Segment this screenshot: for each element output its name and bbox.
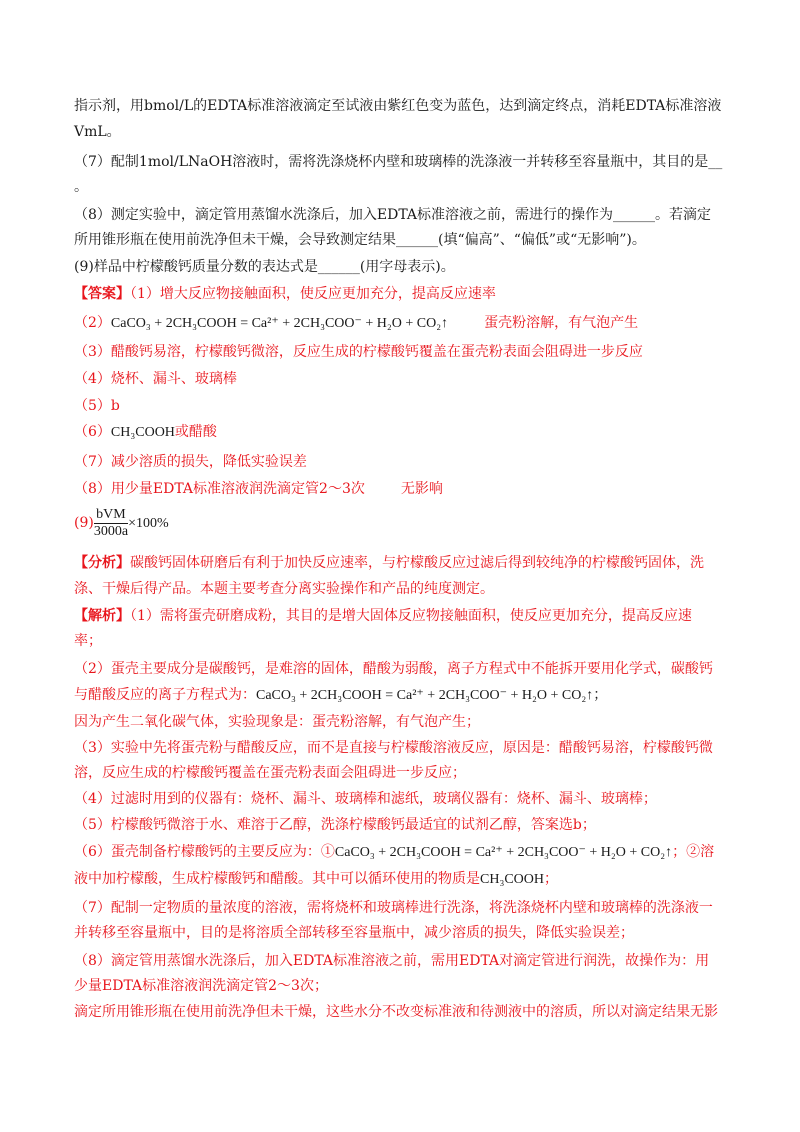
explanation-1-text: （1）需将蛋壳研磨成粉，其目的是增大固体反应物接触面积，使反应更加充分，提高反应速 <box>130 608 692 624</box>
answer-8-note: 无影响 <box>400 481 443 497</box>
answer-2-label: （2） <box>74 315 111 331</box>
analysis-line-2: 涤、干燥后得产品。本题主要考查分离实验操作和产品的纯度测定。 <box>74 581 494 597</box>
explanation-8-line-3: 滴定所用锥形瓶在使用前洗净但未干燥，这些水分不改变标准液和待测液中的溶质，所以对滴定结果无影 <box>74 1004 718 1020</box>
answer-2-equation: CaCO₃ + 2CH₃COOH = Ca²⁺ + 2CH₃COO⁻ + H₂O + CO₂↑ <box>110 316 449 331</box>
explanation-6-line-2-text: 液中加柠檬酸，生成柠檬酸钙和醋酸。其中可以循环使用的物质是 <box>74 871 480 887</box>
explanation-8-line-1: （8）滴定管用蒸馏水洗涤后，加入EDTA标准溶液之前，需用EDTA对滴定管进行润洗，故操作为：用 <box>74 953 710 969</box>
answer-6-tail: 或醋酸 <box>174 424 217 440</box>
explanation-6-line-2 <box>74 869 740 890</box>
explanation-6-line-1 <box>74 842 740 863</box>
question-7-line-1: （7）配制1mol/LNaOH溶液时，需将洗涤烧杯内壁和玻璃棒的洗涤液一并转移至容量瓶中，其目的是__ <box>74 154 723 170</box>
answer-9-numerator: bVM <box>94 507 128 524</box>
explanation-6-text: （6）蛋壳制备柠檬酸钙的主要反应为：① <box>74 844 335 860</box>
explanation-7-line-2: 并转移至容量瓶中，目的是将溶质全部转移至容量瓶中，减少溶质的损失，降低实验误差； <box>74 925 634 941</box>
answer-2 <box>74 313 740 334</box>
answer-9-tail: ×100% <box>128 516 169 531</box>
answer-8-text: （8）用少量EDTA标准溶液润洗滴定管2～3次 <box>74 481 365 497</box>
explanation-8-line-2: 少量EDTA标准溶液润洗滴定管2～3次； <box>74 978 328 994</box>
analysis-tag: 【分析】 <box>74 555 130 571</box>
question-9: (9)样品中柠檬酸钙质量分数的表达式是______(用字母表示)。 <box>74 259 455 275</box>
question-8-line-1: （8）测定实验中，滴定管用蒸馏水洗涤后，加入EDTA标准溶液之前，需进行的操作为______。若滴定 <box>74 207 712 223</box>
explanation-2-line-1: （2）蛋壳主要成分是碳酸钙，是难溶的固体，醋酸为弱酸，离子方程式中不能拆开要用化学式，碳酸钙 <box>74 661 713 677</box>
explanation-6-equation: CaCO₃ + 2CH₃COOH = Ca²⁺ + 2CH₃COO⁻ + H₂O + CO₂↑ <box>334 845 673 860</box>
answer-tag: 【答案】 <box>74 286 130 302</box>
question-line-2: VmL。 <box>74 124 121 140</box>
explanation-4: （4）过滤时用到的仪器有：烧杯、漏斗、玻璃棒和滤纸，玻璃仪器有：烧杯、漏斗、玻璃棒； <box>74 791 657 807</box>
question-line-1: 指示剂，用bmol/L的EDTA标准溶液滴定至试液由紫红色变为蓝色，达到滴定终点，消耗EDTA标准溶液 <box>74 98 722 114</box>
answer-9-denominator: 3000a <box>93 523 129 539</box>
answer-5: （5）b <box>74 398 120 414</box>
explanation-5: （5）柠檬酸钙微溶于水、难溶于乙醇，洗涤柠檬酸钙最适宜的试剂乙醇，答案选b； <box>74 817 596 833</box>
explanation-7-line-1: （7）配制一定物质的量浓度的溶液，需将烧杯和玻璃棒进行洗涤，将洗涤烧杯内壁和玻璃棒的洗涤液一 <box>74 900 713 916</box>
explanation-3-line-2: 溶，反应生成的柠檬酸钙覆盖在蛋壳粉表面会阻碍进一步反应； <box>74 765 466 781</box>
analysis-line-1 <box>74 553 740 573</box>
question-8-line-2: 所用锥形瓶在使用前洗净但未干燥，会导致测定结果______(填“偏高”、“偏低”或“无影响”)。 <box>74 232 646 248</box>
answer-3: （3）醋酸钙易溶，柠檬酸钙微溶，反应生成的柠檬酸钙覆盖在蛋壳粉表面会阻碍进一步反应 <box>74 344 643 360</box>
explanation-2-text: 与醋酸反应的离子方程式为： <box>74 687 256 703</box>
answer-6-formula: CH₃COOH <box>110 425 175 440</box>
answer-2-note: 蛋壳粉溶解，有气泡产生 <box>484 315 639 331</box>
explanation-1-line-1 <box>74 606 740 626</box>
question-7-line-2: 。 <box>74 179 88 195</box>
answer-4: （4）烧杯、漏斗、玻璃棒 <box>74 371 237 387</box>
answer-6 <box>74 422 740 443</box>
explanation-6-tail: ；②溶 <box>672 844 715 860</box>
explanation-2-line-3: 因为产生二氧化碳气体，实验现象是：蛋壳粉溶解，有气泡产生； <box>74 714 480 730</box>
answer-9-fraction <box>94 507 128 540</box>
answer-1 <box>74 284 740 304</box>
explanation-6-line-2-tail: ； <box>544 871 558 887</box>
answer-7: （7）减少溶质的损失，降低实验误差 <box>74 454 307 470</box>
explanation-6-formula: CH₃COOH <box>480 872 544 887</box>
answer-6-label: （6） <box>74 424 111 440</box>
answer-8 <box>74 479 740 499</box>
answer-9-label: (9) <box>74 515 94 531</box>
explanation-2-equation: CaCO₃ + 2CH₃COOH = Ca²⁺ + 2CH₃COO⁻ + H₂O + CO₂↑； <box>256 688 608 703</box>
answer-9 <box>74 506 740 541</box>
explanation-2-line-2 <box>74 685 740 706</box>
answer-1-text: （1）增大反应物接触面积，使反应更加充分，提高反应速率 <box>130 286 496 302</box>
explanation-1-line-2: 率； <box>74 633 102 649</box>
explanation-3-line-1: （3）实验中先将蛋壳粉与醋酸反应，而不是直接与柠檬酸溶液反应，原因是：醋酸钙易溶，柠檬酸钙微 <box>74 740 713 756</box>
explanation-tag: 【解析】 <box>74 608 130 624</box>
analysis-line-1-text: 碳酸钙固体研磨后有利于加快反应速率，与柠檬酸反应过滤后得到较纯净的柠檬酸钙固体，洗 <box>130 555 704 571</box>
